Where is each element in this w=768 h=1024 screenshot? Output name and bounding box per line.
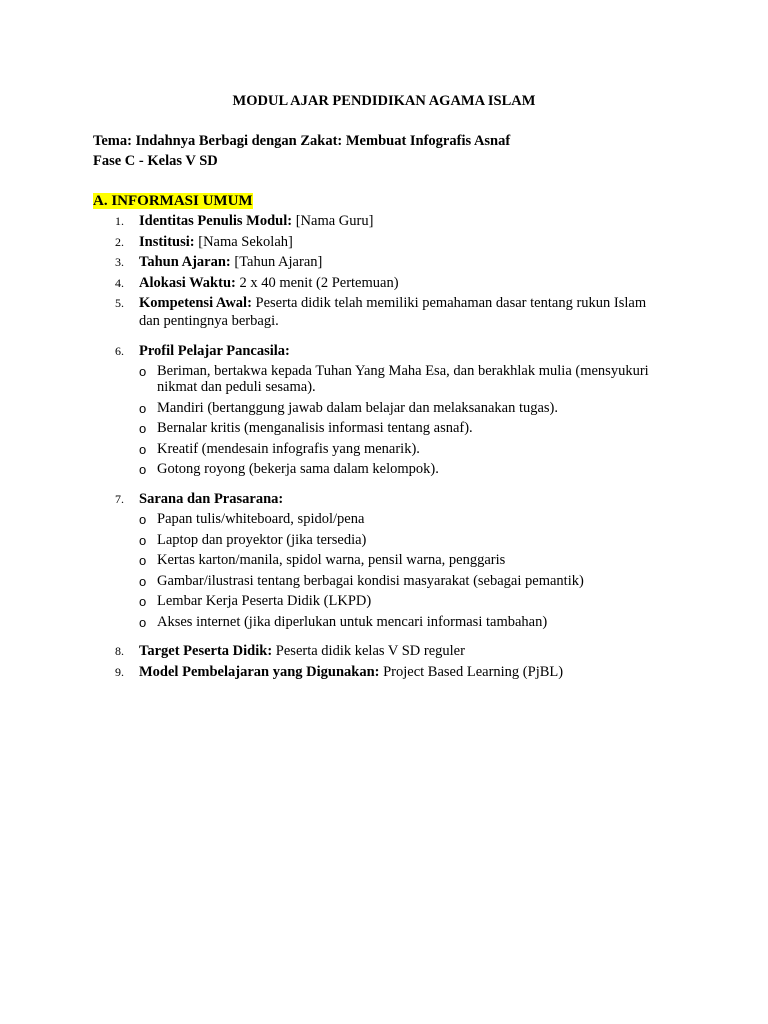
item-label: Sarana dan Prasarana: (139, 491, 284, 507)
list-number: 3. (115, 255, 124, 269)
item-label: Kompetensi Awal: (139, 295, 252, 311)
sub-list-item (139, 511, 687, 528)
item-value: 2 x 40 menit (2 Pertemuan) (235, 275, 399, 291)
list-item (115, 295, 684, 312)
item-label: Profil Pelajar Pancasila: (139, 343, 290, 359)
list-number: 2. (115, 235, 124, 249)
bullet-icon: o (139, 594, 147, 609)
sub-item-text-continued: nikmat dan peduli sesama). (157, 379, 316, 395)
theme-line: Tema: Indahnya Berbagi dengan Zakat: Membuat Infografis Asnaf (93, 133, 511, 149)
sub-list-item (139, 441, 687, 458)
item-value: [Nama Guru] (292, 213, 374, 229)
list-item (115, 254, 684, 271)
item-label: Institusi: (139, 234, 195, 250)
list-number: 1. (115, 214, 124, 228)
sub-item-text: Kreatif (mendesain infografis yang menarik). (157, 441, 420, 457)
list-item (115, 213, 684, 230)
bullet-icon: o (139, 615, 147, 630)
item-label: Tahun Ajaran: (139, 254, 231, 270)
item-value-continued: dan pentingnya berbagi. (139, 313, 279, 329)
phase-line: Fase C - Kelas V SD (93, 153, 218, 169)
item-value: Peserta didik telah memiliki pemahaman dasar tentang rukun Islam (251, 295, 647, 311)
sub-item-text: Lembar Kerja Peserta Didik (LKPD) (157, 593, 372, 609)
list-item-continuation (139, 313, 684, 330)
list-number: 8. (115, 644, 124, 658)
list-number: 4. (115, 276, 124, 290)
sub-item-text: Gotong royong (bekerja sama dalam kelompok). (157, 461, 439, 477)
sub-list-item (139, 363, 687, 380)
sub-item-text: Akses internet (jika diperlukan untuk mencari informasi tambahan) (157, 614, 548, 630)
item-label: Target Peserta Didik: (139, 643, 273, 659)
bullet-icon: o (139, 512, 147, 527)
bullet-icon: o (139, 553, 147, 568)
item-value: Peserta didik kelas V SD reguler (272, 643, 465, 659)
bullet-icon: o (139, 401, 147, 416)
sub-item-text: Papan tulis/whiteboard, spidol/pena (157, 511, 365, 527)
sub-list-item (139, 614, 687, 631)
sub-list-item (139, 461, 687, 478)
sub-list-item (139, 400, 687, 417)
section-heading-highlight: A. INFORMASI UMUM (93, 193, 253, 209)
bullet-icon: o (139, 442, 147, 457)
section-heading-a (93, 193, 253, 210)
list-number: 6. (115, 344, 124, 358)
list-item (115, 491, 684, 508)
bullet-icon: o (139, 574, 147, 589)
bullet-icon: o (139, 533, 147, 548)
bullet-icon: o (139, 421, 147, 436)
page-title: MODUL AJAR PENDIDIKAN AGAMA ISLAM (232, 93, 536, 109)
bullet-icon: o (139, 364, 147, 379)
item-label: Identitas Penulis Modul: (139, 213, 293, 229)
list-number: 5. (115, 296, 124, 310)
list-number: 7. (115, 492, 124, 506)
sub-item-text: Bernalar kritis (menganalisis informasi tentang asnaf). (157, 420, 473, 436)
item-value: [Tahun Ajaran] (230, 254, 323, 270)
list-number: 9. (115, 665, 124, 679)
item-value: [Nama Sekolah] (194, 234, 293, 250)
list-item (115, 664, 684, 681)
sub-list-item (139, 573, 687, 590)
sub-item-text: Gambar/ilustrasi tentang berbagai kondisi masyarakat (sebagai pemantik) (157, 573, 584, 589)
sub-item-text: Mandiri (bertanggung jawab dalam belajar dan melaksanakan tugas). (157, 400, 559, 416)
bullet-icon: o (139, 462, 147, 477)
item-value: Project Based Learning (PjBL) (379, 664, 564, 680)
item-label: Model Pembelajaran yang Digunakan: (139, 664, 380, 680)
sub-list-item (139, 532, 687, 549)
sub-list-item-continuation (157, 379, 687, 396)
list-item (115, 343, 684, 360)
sub-list-item (139, 420, 687, 437)
sub-item-text: Laptop dan proyektor (jika tersedia) (157, 532, 367, 548)
list-item (115, 275, 684, 292)
sub-item-text: Beriman, bertakwa kepada Tuhan Yang Maha Esa, dan berakhlak mulia (mensyukuri (157, 363, 649, 379)
list-item (115, 643, 684, 660)
item-label: Alokasi Waktu: (139, 275, 236, 291)
sub-list-item (139, 593, 687, 610)
list-item (115, 234, 684, 251)
sub-item-text: Kertas karton/manila, spidol warna, pensil warna, penggaris (157, 552, 506, 568)
sub-list-item (139, 552, 687, 569)
